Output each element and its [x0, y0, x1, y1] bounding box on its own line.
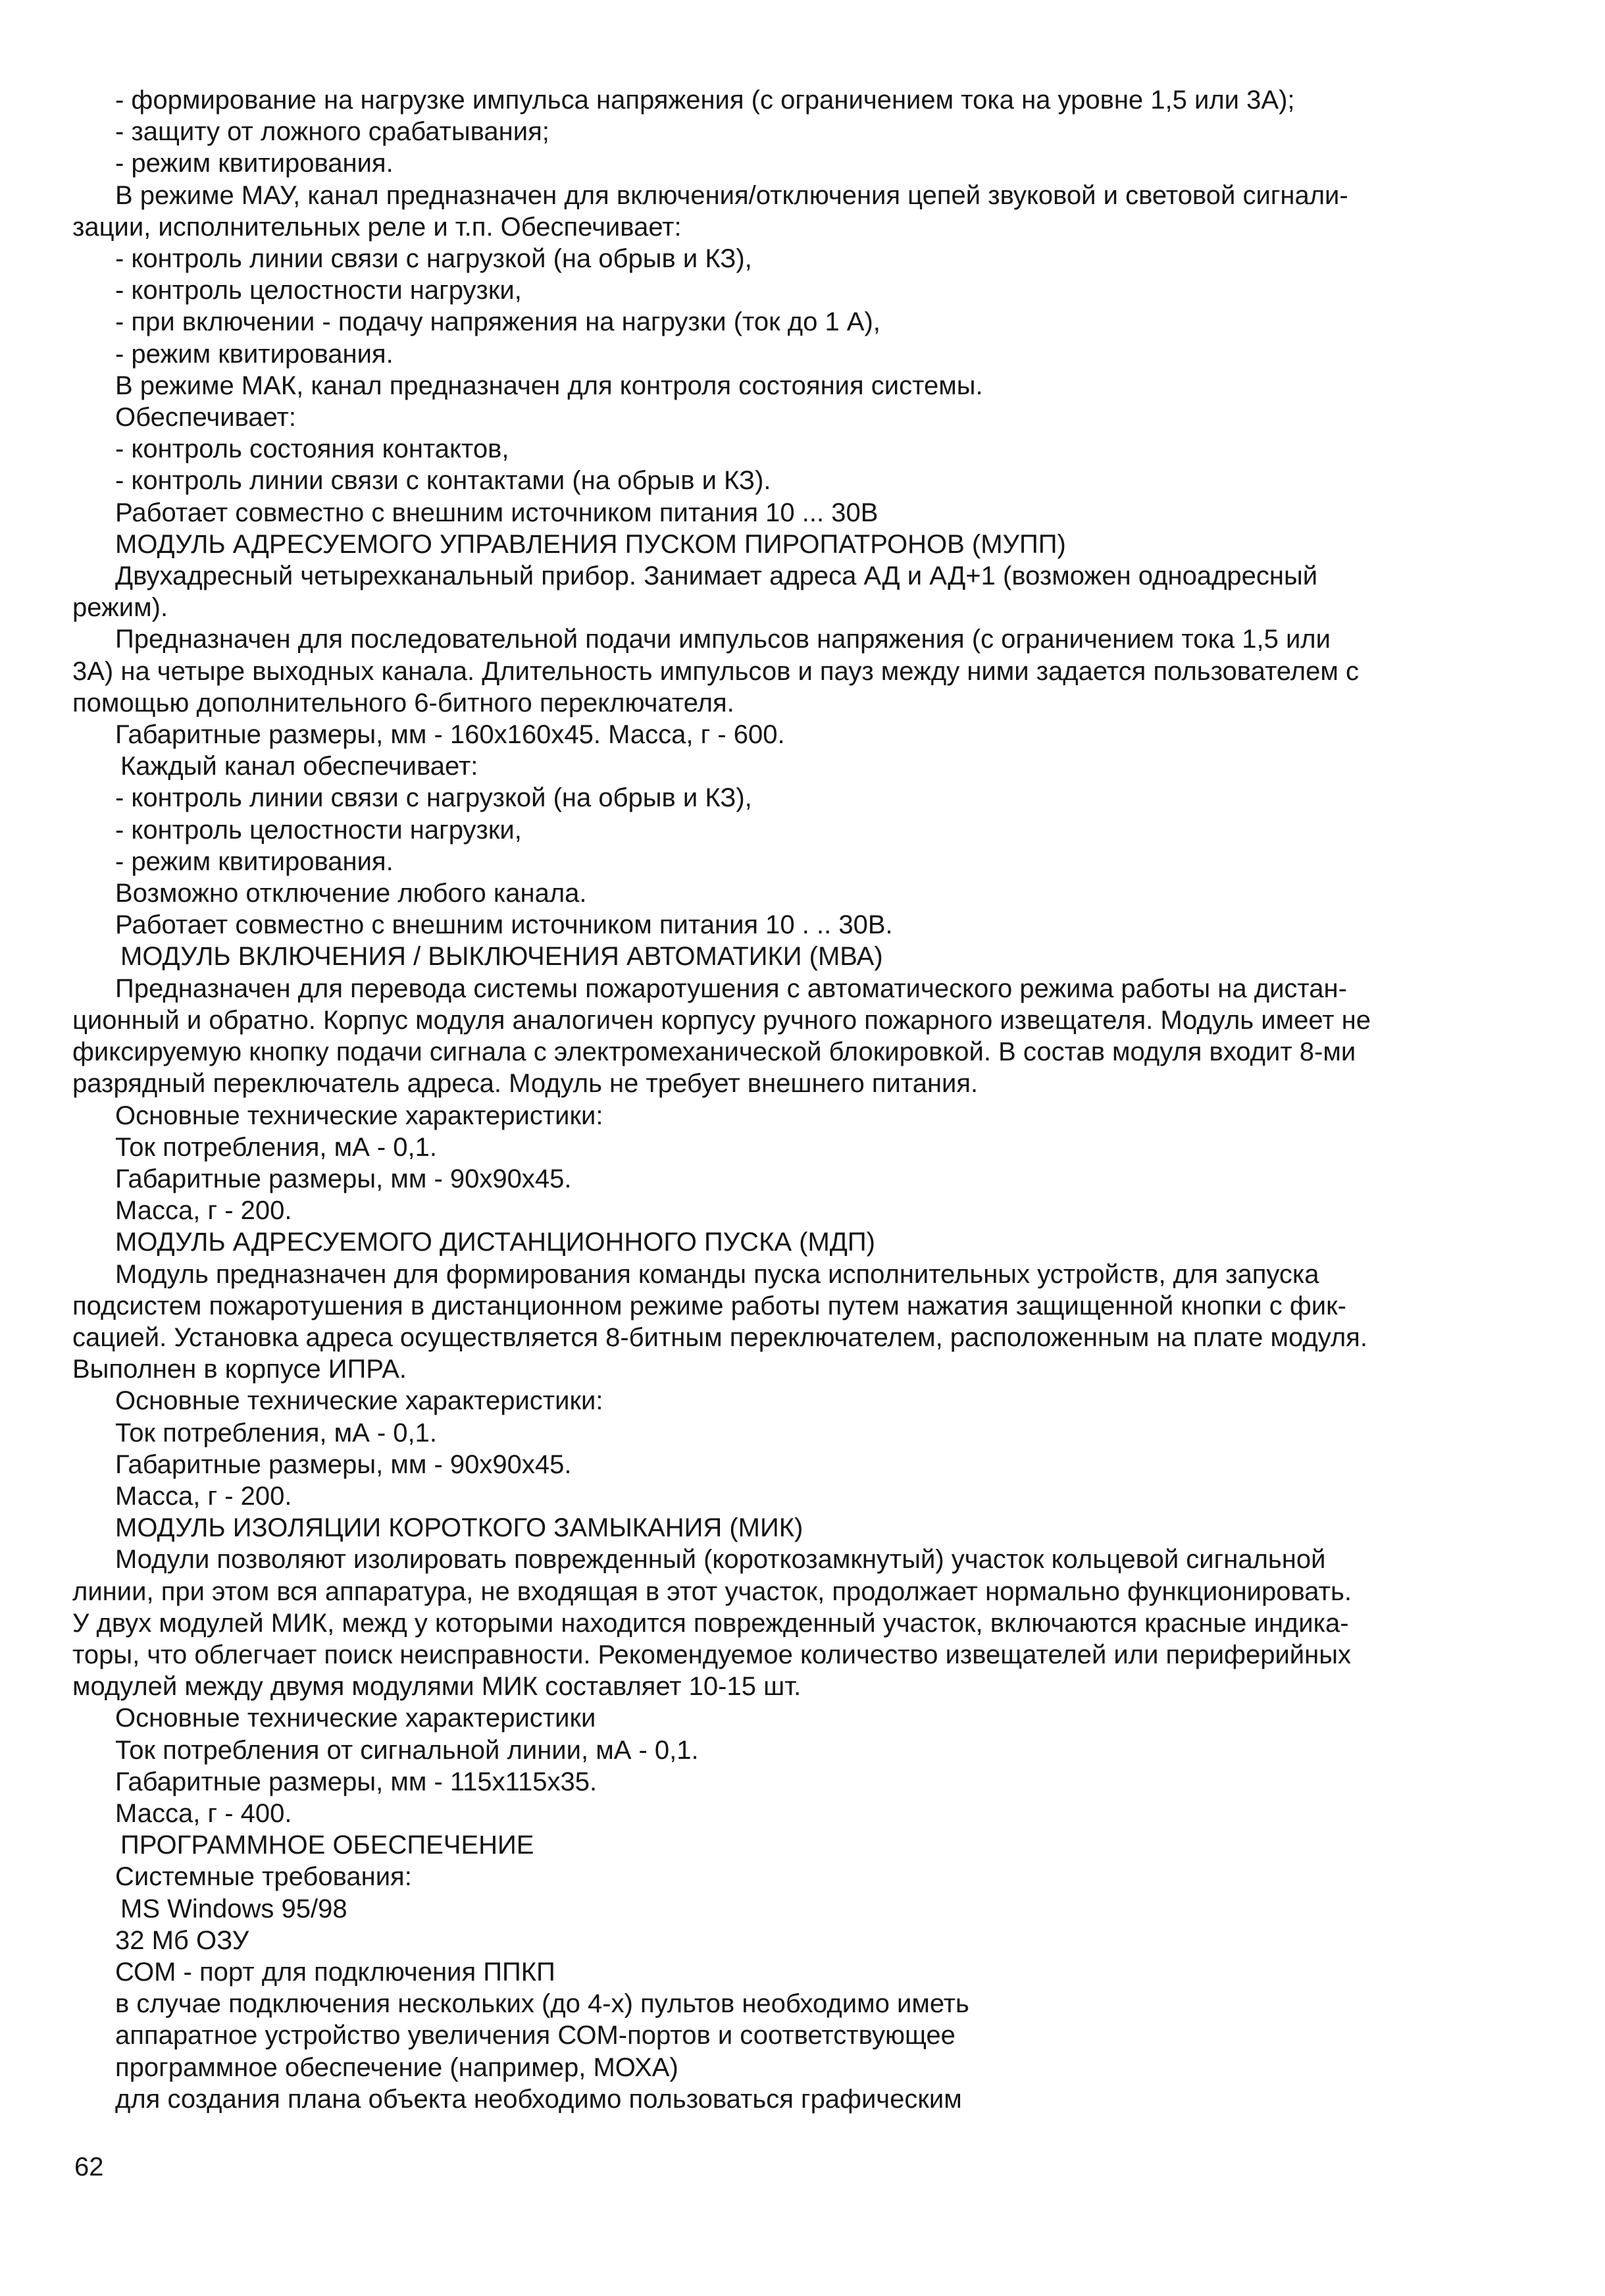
text-line: Основные технические характеристики: — [115, 1101, 603, 1130]
text-line: - режим квитирования. — [115, 149, 394, 178]
paragraph-first-line: В режиме МАУ, канал предназначен для включения/отключения цепей звуковой и световой сигнали- — [115, 180, 1348, 210]
text-line: Выполнен в корпусе ИПРА. — [72, 1355, 407, 1384]
text-line: Габаритные размеры, мм - 115х115х35. — [115, 1767, 598, 1796]
text-line: - контроль целостности нагрузки, — [115, 276, 522, 305]
text-line: торы, что облегчает поиск неисправности. Рекомендуемое количество извещателей или периферийных — [72, 1640, 1351, 1669]
text-line: модулей между двумя модулями МИК составляет 10-15 шт. — [72, 1672, 802, 1702]
text-line: Габаритные размеры, мм - 90х90х45. — [115, 1164, 572, 1193]
section-heading-mupp: МОДУЛЬ АДРЕСУЕМОГО УПРАВЛЕНИЯ ПУСКОМ ПИРОПАТРОНОВ (МУПП) — [115, 529, 1066, 559]
text-line: Масса, г - 200. — [115, 1481, 292, 1511]
text-line: Основные технические характеристики: — [115, 1386, 603, 1416]
paragraph-first-line: Модули позволяют изолировать поврежденный (короткозамкнутый) участок кольцевой сигнальной — [115, 1545, 1326, 1575]
text-line: - контроль линии связи с нагрузкой (на обрыв и КЗ), — [115, 783, 752, 813]
text-line: 32 Мб ОЗУ — [115, 1925, 249, 1955]
text-line: Габаритные размеры, мм - 90х90х45. — [115, 1449, 572, 1479]
text-line: Системные требования: — [115, 1862, 412, 1892]
text-line: разрядный переключатель адреса. Модуль не требует внешнего питания. — [72, 1069, 979, 1099]
text-line: СОМ - порт для подключения ППКП — [115, 1957, 555, 1987]
section-heading-software: ПРОГРАММНОЕ ОБЕСПЕЧЕНИЕ — [120, 1831, 534, 1860]
text-line: программное обеспечение (например, МОХА) — [115, 2052, 678, 2082]
text-line: линии, при этом вся аппаратура, не входящая в этот участок, продолжает нормально функционировать. — [72, 1577, 1352, 1606]
paragraph-first-line: Предназначен для перевода системы пожаротушения с автоматического режима работы на дистан- — [115, 974, 1347, 1003]
paragraph-first-line: Предназначен для последовательной подачи импульсов напряжения (с ограничением тока 1,5 или — [115, 625, 1331, 654]
text-line: Габаритные размеры, мм - 160х160х45. Масса, г - 600. — [115, 720, 785, 750]
text-line: помощью дополнительного 6-битного переключателя. — [72, 688, 734, 718]
paragraph-first-line: Модуль предназначен для формирования команды пуска исполнительных устройств, для запуска — [115, 1259, 1319, 1289]
text-line: Ток потребления, мА - 0,1. — [115, 1132, 438, 1162]
text-line: для создания плана объекта необходимо пользоваться графическим — [115, 2084, 962, 2114]
text-line: У двух модулей МИК, межд у которыми находится поврежденный участок, включаются красные индика- — [72, 1608, 1349, 1638]
text-line: Каждый канал обеспечивает: — [120, 752, 478, 781]
text-line: - режим квитирования. — [115, 339, 394, 369]
text-line: в случае подключения нескольких (до 4-х) пультов необходимо иметь — [115, 1989, 969, 2019]
section-heading-mik: МОДУЛЬ ИЗОЛЯЦИИ КОРОТКОГО ЗАМЫКАНИЯ (МИК) — [115, 1513, 803, 1543]
text-line: Работает совместно с внешним источником питания 10 ... 30В — [115, 498, 879, 527]
text-line: зации, исполнительных реле и т.п. Обеспечивает: — [72, 212, 682, 242]
text-line: подсистем пожаротушения в дистанционном режиме работы путем нажатия защищенной кнопки с фик- — [72, 1291, 1346, 1320]
text-line: фиксируемую кнопку подачи сигнала с электромеханической блокировкой. В состав модуля входит 8-ми — [72, 1037, 1356, 1067]
section-heading-mva: МОДУЛЬ ВКЛЮЧЕНИЯ / ВЫКЛЮЧЕНИЯ АВТОМАТИКИ (МВА) — [120, 942, 883, 972]
text-line: Основные технические характеристики — [115, 1704, 596, 1733]
text-line: - контроль состояния контактов, — [115, 434, 509, 464]
text-line: ционный и обратно. Корпус модуля аналогичен корпусу ручного пожарного извещателя. Модуль имеет не — [72, 1005, 1371, 1035]
text-line: Ток потребления от сигнальной линии, мА - 0,1. — [115, 1735, 699, 1765]
text-line: - контроль линии связи с контактами (на обрыв и КЗ). — [115, 466, 771, 496]
text-line: Обеспечивает: — [115, 403, 296, 432]
paragraph-first-line: В режиме МАК, канал предназначен для контроля состояния системы. — [115, 371, 983, 400]
document-page — [72, 84, 1441, 2115]
text-line: Ток потребления, мА - 0,1. — [115, 1418, 438, 1448]
text-line: режим). — [72, 593, 168, 623]
text-line: - при включении - подачу напряжения на нагрузки (ток до 1 А), — [115, 307, 880, 337]
page-number: 62 — [74, 2152, 104, 2181]
text-line: - защиту от ложного срабатывания; — [115, 117, 549, 147]
text-line: Работает совместно с внешним источником питания 10 . .. 30В. — [115, 910, 893, 940]
text-line: - контроль целостности нагрузки, — [115, 815, 522, 845]
text-line: Масса, г - 400. — [115, 1798, 292, 1828]
text-line: - режим квитирования. — [115, 847, 394, 876]
section-heading-mdp: МОДУЛЬ АДРЕСУЕМОГО ДИСТАНЦИОННОГО ПУСКА (МДП) — [115, 1228, 875, 1257]
text-line: Возможно отключение любого канала. — [115, 879, 587, 908]
text-line: аппаратное устройство увеличения СОМ-портов и соответствующее — [115, 2021, 955, 2050]
text-line: Масса, г - 200. — [115, 1196, 292, 1226]
paragraph-first-line: Двухадресный четырехканальный прибор. Занимает адреса АД и АД+1 (возможен одноадресный — [115, 561, 1318, 591]
text-line: сацией. Установка адреса осуществляется 8-битным переключателем, расположенным на плате модуля. — [72, 1322, 1367, 1352]
text-line: - контроль линии связи с нагрузкой (на обрыв и КЗ), — [115, 244, 752, 274]
text-line: - формирование на нагрузке импульса напряжения (с ограничением тока на уровне 1,5 или 3А); — [115, 86, 1295, 115]
text-line: 3А) на четыре выходных канала. Длительность импульсов и пауз между ними задается пользователем с — [72, 656, 1359, 686]
text-line: MS Windows 95/98 — [120, 1894, 347, 1923]
